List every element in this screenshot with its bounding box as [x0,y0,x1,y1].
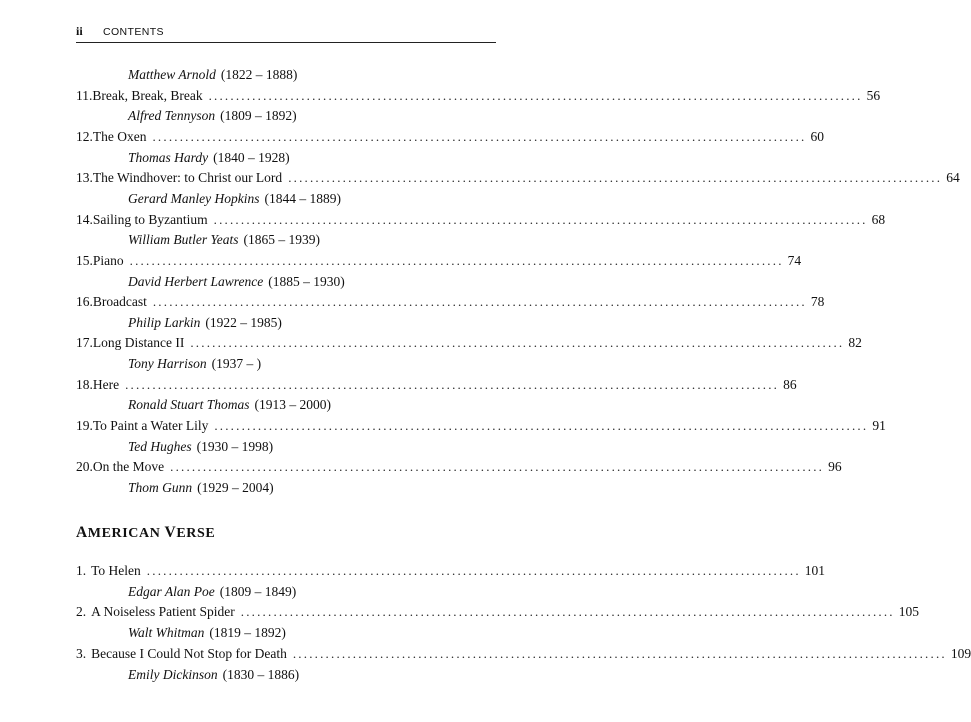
author-dates: (1929 – 2004) [197,480,274,495]
author-name: Emily Dickinson [128,666,218,682]
author-name: Matthew Arnold [128,67,216,82]
toc-entry [76,602,919,622]
author-name: Thom Gunn [128,480,193,495]
entry-number: 17. [76,335,93,351]
entry-title: The Oxen [92,128,147,144]
author-name: David Herbert Lawrence [128,273,264,289]
toc-entry [76,457,842,477]
author-name: Walt Whitman [128,625,205,641]
entry-number: 18. [76,376,93,392]
author-name: Alfred Tennyson [128,108,216,124]
toc-entry [76,561,826,581]
entry-page-number: 101 [804,563,826,578]
running-head-title: CONTENTS [103,26,164,38]
entry-number: 3. [76,645,87,661]
entry-title: To Paint a Water Lily [92,418,209,434]
toc-entry [76,210,886,230]
author-name: Tony Harrison [128,356,207,372]
running-header [76,22,496,43]
author-dates: (1809 – 1849) [219,583,297,599]
toc-entry [76,251,802,271]
toc-entry [76,127,824,147]
dot-leader: ........................................................................................................................ [240,604,895,620]
entry-number: 11. [76,87,93,103]
author-name: William Butler Yeats [128,232,239,248]
entry-number: 19. [76,418,93,434]
toc-entry [76,168,960,188]
author-name: Ronald Stuart Thomas [128,397,250,413]
toc-entry [76,416,886,436]
dot-leader: ........................................................................................................................ [125,376,780,392]
entry-number: 14. [76,211,93,227]
entry-page-number: 96 [828,459,842,475]
toc-author-line [76,148,548,168]
toc-entry [76,375,797,395]
entry-number: 16. [76,294,93,310]
author-dates: (1913 – 2000) [254,397,332,413]
toc-author-line [76,65,548,85]
toc-author-line [76,106,548,126]
dot-leader: ........................................................................................................................ [152,294,807,310]
entry-title: The Windhover: to Christ our Lord [92,170,283,186]
author-name: Thomas Hardy [128,149,209,165]
author-dates: (1840 – 1928) [213,149,290,165]
dot-leader: ........................................................................................................................ [146,563,801,578]
entry-page-number: 74 [787,252,802,268]
author-dates: (1937 – ) [211,356,262,372]
author-dates: (1865 – 1939) [243,232,321,248]
entry-page-number: 64 [946,170,960,186]
entry-title: Break, Break, Break [92,87,203,103]
entry-title: Here [92,376,120,392]
toc-entry [76,292,825,312]
toc-entry [76,86,881,106]
author-dates: (1819 – 1892) [209,625,286,641]
entry-title: To Helen [91,563,141,578]
author-dates: (1922 – 1985) [205,314,282,330]
entry-page-number: 68 [871,211,886,227]
toc-author-line [76,437,548,457]
entry-number: 12. [76,128,93,144]
dot-leader: ........................................................................................................................ [208,87,863,103]
author-dates: (1822 – 1888) [220,67,298,82]
entry-page-number: 78 [810,294,825,310]
author-dates: (1809 – 1892) [220,108,297,124]
author-dates: (1830 – 1886) [222,666,300,682]
author-name: Philip Larkin [128,314,201,330]
entry-number: 1. [76,563,87,578]
toc-author-line [76,313,548,333]
toc-entry [76,644,971,664]
dot-leader: ........................................................................................................................ [288,170,943,186]
author-dates: (1844 – 1889) [264,190,341,206]
section-heading-american-verse: AMERICAN VERSE [76,524,216,541]
toc-author-line [76,582,548,602]
toc-author-line [76,478,548,498]
toc-author-line [76,665,548,685]
entry-title: Piano [92,252,124,268]
toc-author-line [76,395,548,415]
author-dates: (1930 – 1998) [196,438,274,454]
dot-leader: ........................................................................................................................ [214,418,869,434]
entry-title: Because I Could Not Stop for Death [91,645,287,661]
toc-entry [76,333,862,353]
entry-title: A Noiseless Patient Spider [91,604,235,620]
dot-leader: ........................................................................................................................ [129,252,784,268]
author-name: Ted Hughes [128,438,192,454]
entry-page-number: 60 [810,128,824,144]
entry-title: On the Move [92,459,165,475]
entry-page-number: 82 [848,335,862,351]
entry-number: 2. [76,604,87,620]
toc-author-line [76,354,548,374]
entry-page-number: 86 [783,376,797,392]
toc-author-line [76,623,548,643]
entry-page-number: 109 [950,645,971,661]
dot-leader: ........................................................................................................................ [190,335,845,351]
dot-leader: ........................................................................................................................ [152,128,807,144]
author-name: Edgar Alan Poe [128,583,215,599]
dot-leader: ........................................................................................................................ [292,645,947,661]
toc-author-line [76,272,548,292]
dot-leader: ........................................................................................................................ [170,459,825,475]
dot-leader: ........................................................................................................................ [213,211,868,227]
entry-page-number: 91 [872,418,886,434]
author-name: Gerard Manley Hopkins [128,190,260,206]
page-number: ii [76,24,83,38]
entry-title: Broadcast [92,294,147,310]
toc-author-line [76,230,548,250]
entry-title: Sailing to Byzantium [92,211,208,227]
entry-number: 13. [76,170,93,186]
entry-page-number: 56 [866,87,881,103]
author-dates: (1885 – 1930) [268,273,345,289]
entry-page-number: 105 [898,604,919,620]
entry-title: Long Distance II [92,335,185,351]
entry-number: 20. [76,459,93,475]
entry-number: 15. [76,252,93,268]
toc-author-line [76,189,548,209]
